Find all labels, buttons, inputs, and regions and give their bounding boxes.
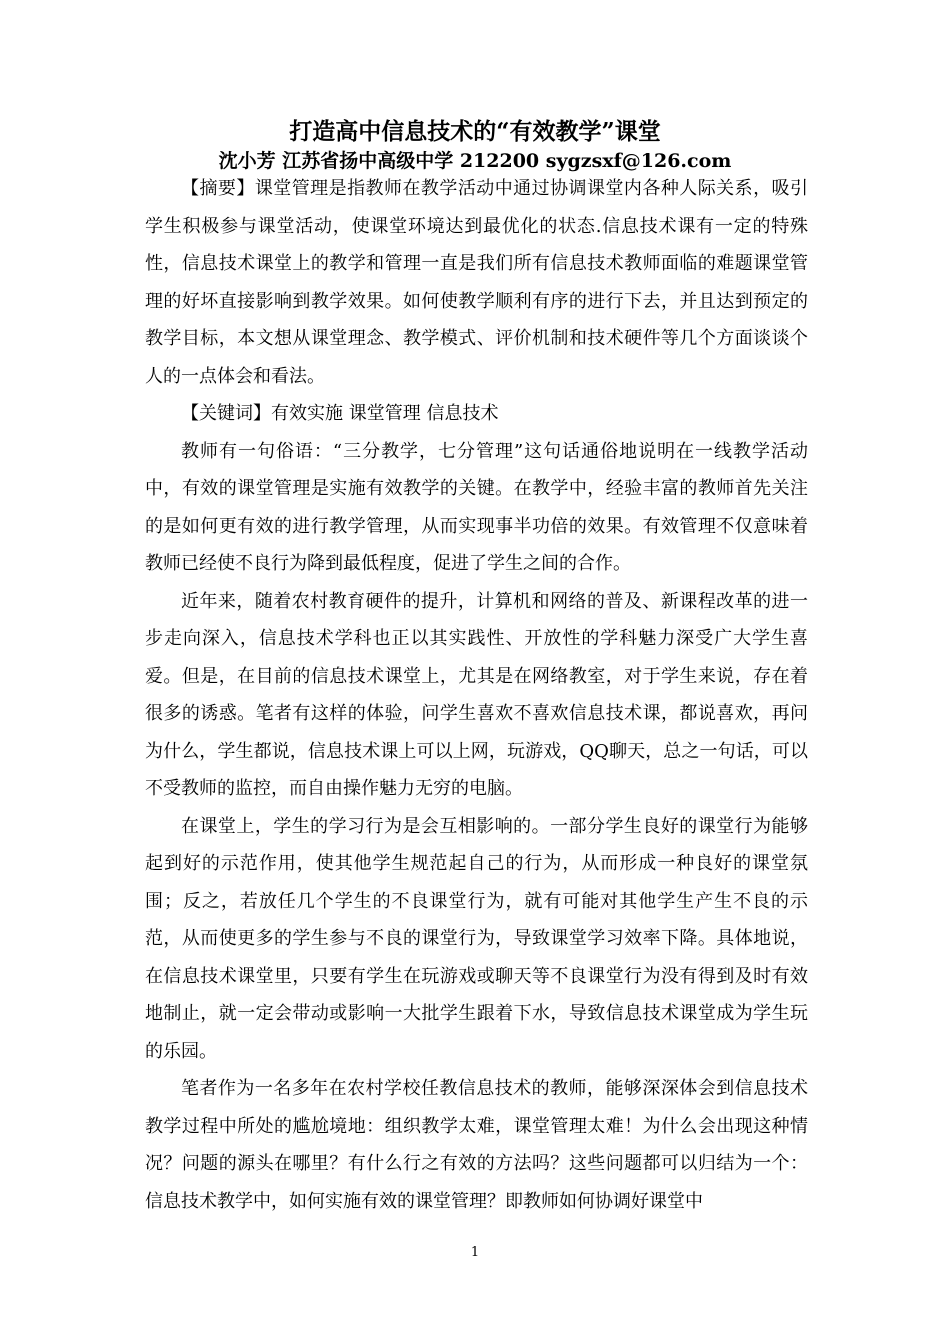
document-body — [145, 170, 808, 1220]
page-number: 1 — [470, 1245, 480, 1260]
document-title: 打造高中信息技术的“有效教学”课堂 — [289, 118, 661, 145]
body-paragraph: 在课堂上，学生的学习行为是会互相影响的。一部分学生良好的课堂行为能够起到好的示范作用，使其他学生规范起自己的行为，从而形成一种良好的课堂氛围；反之，若放任几个学生的不良课堂行为，就有可能对其他学生产生不良的示范，从而使更多的学生参与不良的课堂行为，导致课堂学习效率下降。具体地说，在信息技术课堂里，只要有学生在玩游戏或聊天等不良课堂行为没有得到及时有效地制止，就一定会带动或影响一大批学生跟着下水，导致信息技术课堂成为学生玩的乐园。 — [145, 815, 808, 1062]
author-line: 沈小芳 江苏省扬中高级中学 212200 sygzsxf@126.com — [218, 150, 732, 172]
body-paragraph: 近年来，随着农村教育硬件的提升，计算机和网络的普及、新课程改革的进一步走向深入，信息技术学科也正以其实践性、开放性的学科魅力深受广大学生喜爱。但是，在目前的信息技术课堂上，尤其是在网络教室，对于学生来说，存在着很多的诱惑。笔者有这样的体验，问学生喜欢不喜欢信息技术课，都说喜欢，再问为什么，学生都说，信息技术课上可以上网，玩游戏，QQ聊天，总之一句话，可以不受教师的监控，而自由操作魅力无穷的电脑。 — [145, 590, 808, 799]
body-paragraph: 笔者作为一名多年在农村学校任教信息技术的教师，能够深深体会到信息技术教学过程中所处的尴尬境地：组织教学太难，课堂管理太难！为什么会出现这种情况？问题的源头在哪里？有什么行之有效的方法吗？这些问题都可以归结为一个：信息技术教学中，如何实施有效的课堂管理？即教师如何协调好课堂中 — [145, 1078, 808, 1212]
body-paragraph: 教师有一句俗语：“三分教学，七分管理”这句话通俗地说明在一线教学活动中，有效的课堂管理是实施有效教学的关键。在教学中，经验丰富的教师首先关注的是如何更有效的进行教学管理，从而实现事半功倍的效果。有效管理不仅意味着教师已经使不良行为降到最低程度，促进了学生之间的合作。 — [145, 440, 808, 574]
abstract-paragraph: 【摘要】课堂管理是指教师在教学活动中通过协调课堂内各种人际关系，吸引学生积极参与课堂活动，使课堂环境达到最优化的状态.信息技术课有一定的特殊性，信息技术课堂上的教学和管理一直是我们所有信息技术教师面临的难题课堂管理的好坏直接影响到教学效果。如何使教学顺利有序的进行下去，并且达到预定的教学目标，本文想从课堂理念、教学模式、评价机制和技术硬件等几个方面谈谈个人的一点体会和看法。 — [145, 178, 808, 387]
keywords-paragraph: 【关键词】有效实施 课堂管理 信息技术 — [181, 403, 499, 424]
